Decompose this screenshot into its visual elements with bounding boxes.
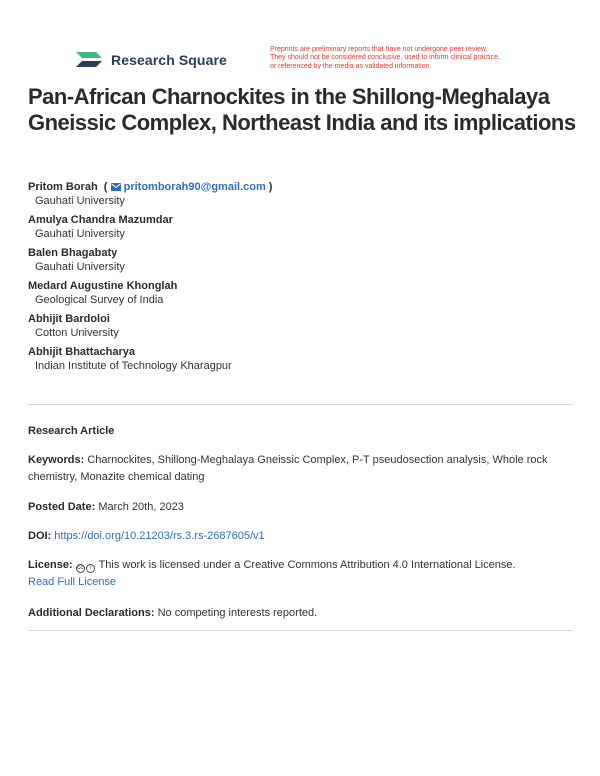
brand-name: Research Square — [111, 52, 227, 68]
keywords: Keywords: Charnockites, Shillong-Meghalaya Gneissic Complex, P-T pseudosection analysis, Whole rock chemistry, Monazite chemical dating — [28, 454, 548, 483]
header — [74, 46, 574, 76]
read-full-license-link[interactable]: Read Full License — [28, 576, 117, 588]
author-affiliation: Gauhati University — [35, 228, 125, 240]
attribution-icon: i — [86, 564, 95, 573]
divider — [28, 630, 573, 631]
envelope-icon — [111, 183, 121, 191]
author-affiliation: Cotton University — [35, 327, 119, 339]
author-name: Pritom Borah ( pritomborah90@gmail.com ) — [28, 181, 273, 193]
research-square-logo-icon — [74, 48, 104, 72]
author-entry — [28, 279, 576, 308]
article-title: Pan-African Charnockites in the Shillong-Meghalaya Gneissic Complex, Northeast India and its implications — [28, 84, 576, 135]
author-name: Medard Augustine Khonglah — [28, 280, 178, 292]
author-affiliation: Indian Institute of Technology Kharagpur — [35, 360, 232, 372]
posted-date: Posted Date: March 20th, 2023 — [28, 501, 184, 513]
additional-declarations: Additional Declarations: No competing interests reported. — [28, 607, 318, 619]
author-affiliation: Gauhati University — [35, 261, 125, 273]
doi: DOI: https://doi.org/10.21203/rs.3.rs-2687605/v1 — [28, 530, 265, 542]
license: License: cc i This work is licensed under a Creative Commons Attribution 4.0 International License. Read Full License — [28, 559, 516, 588]
author-entry — [28, 213, 576, 242]
author-name: Balen Bhagabaty — [28, 247, 118, 259]
author-name: Abhijit Bhattacharya — [28, 346, 135, 358]
author-affiliation: Geological Survey of India — [35, 294, 164, 306]
author-entry — [28, 246, 576, 275]
divider — [28, 404, 573, 405]
author-entry — [28, 345, 576, 374]
author-email-link[interactable]: pritomborah90@gmail.com — [111, 181, 266, 193]
doi-link[interactable]: https://doi.org/10.21203/rs.3.rs-2687605/v1 — [54, 530, 265, 542]
author-name: Amulya Chandra Mazumdar — [28, 214, 173, 226]
author-entry — [28, 312, 576, 341]
author-list — [28, 180, 576, 378]
article-type: Research Article — [28, 425, 115, 437]
author-affiliation: Gauhati University — [35, 195, 125, 207]
preprint-disclaimer: Preprints are preliminary reports that have not undergone peer review. They should not be considered conclusive, used to inform clinical practice, or referenced by the media as validated information. — [270, 46, 500, 70]
author-name: Abhijit Bardoloi — [28, 313, 110, 325]
research-square-logo[interactable] — [74, 48, 227, 72]
creative-commons-icon: cc — [77, 565, 84, 571]
author-entry — [28, 180, 576, 209]
